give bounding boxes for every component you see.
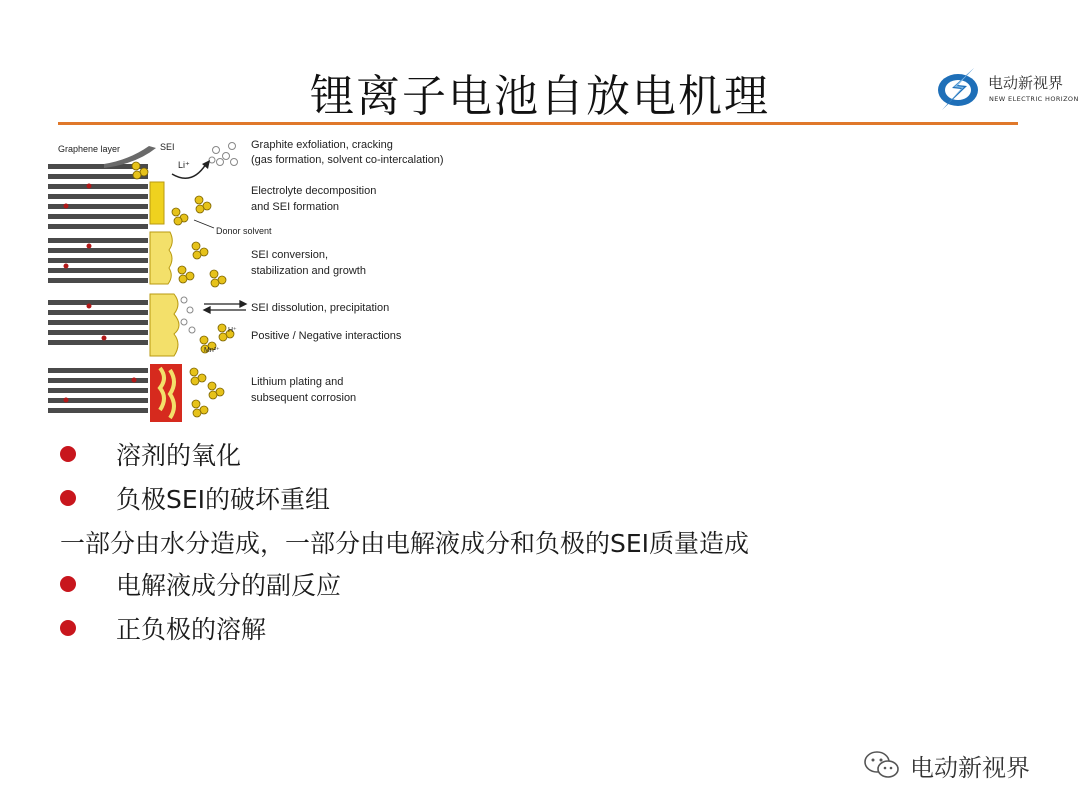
lightning-globe-icon — [934, 64, 990, 114]
title-underline — [58, 122, 1018, 125]
mn-label: Mn²⁺ — [204, 347, 220, 354]
note-plating-l2: subsequent corrosion — [251, 392, 357, 404]
note-conversion-l1: SEI conversion, — [251, 249, 329, 261]
donor-label: Donor solvent — [216, 226, 272, 236]
sei-label: SEI — [160, 142, 175, 152]
note-exfoliation-l1: Graphite exfoliation, cracking — [251, 139, 393, 151]
bullet-dot — [60, 576, 76, 592]
bullet-text: 正负极的溶解 — [116, 615, 267, 644]
watermark-text: 电动新视界 — [910, 753, 1030, 782]
graphene-label: Graphene layer — [58, 144, 121, 154]
body-line: 一部分由水分造成，一部分由电解液成分和负极的SEI质量造成 — [60, 529, 750, 558]
bullet-item — [60, 610, 266, 646]
note-conversion-l2: stabilization and growth — [251, 265, 366, 277]
logo-name: 电动新视界 — [988, 74, 1064, 92]
sei-mechanism-figure — [44, 134, 464, 428]
li-label: Li⁺ — [178, 160, 190, 170]
bullet-text: 电解液成分的副反应 — [116, 571, 342, 600]
note-dissolution: SEI dissolution, precipitation — [251, 302, 390, 314]
bullet-text: 溶剂的氧化 — [116, 441, 242, 470]
donor-pointer — [194, 220, 214, 228]
bullet-dot — [60, 490, 76, 506]
bullet-dot — [60, 620, 76, 636]
bullet-item — [60, 480, 330, 516]
note-plating-l1: Lithium plating and — [251, 376, 344, 388]
h-label: H⁺ — [228, 327, 237, 334]
bullet-text: 负极SEI的破坏重组 — [116, 485, 331, 514]
wechat-icon — [862, 749, 902, 781]
note-decomposition-l1: Electrolyte decomposition — [251, 185, 377, 197]
dissolution-arrows — [204, 301, 246, 313]
note-interactions: Positive / Negative interactions — [251, 330, 402, 342]
slide-title: 锂离子电池自放电机理 — [310, 71, 770, 122]
graphite-stack — [48, 146, 156, 413]
wechat-watermark — [862, 748, 1052, 782]
bullet-item — [60, 566, 341, 602]
brand-logo — [934, 64, 1079, 114]
logo-subtitle: NEW ELECTRIC HORIZON — [989, 95, 1079, 103]
bullet-item — [60, 436, 241, 472]
bullet-dot — [60, 446, 76, 462]
note-decomposition-l2: and SEI formation — [251, 201, 340, 213]
note-exfoliation-l2: (gas formation, solvent co-intercalation) — [251, 154, 444, 166]
